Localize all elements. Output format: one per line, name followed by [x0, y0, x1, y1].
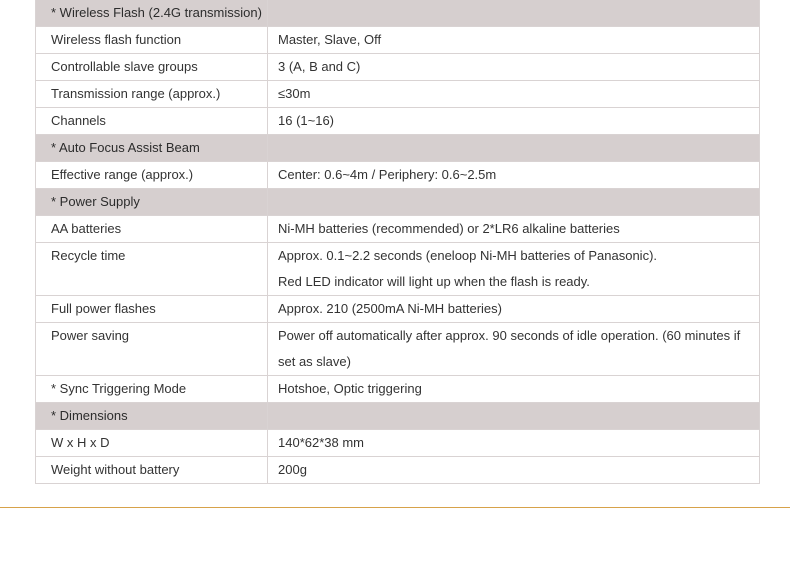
- spec-value-weight: 200g: [268, 457, 760, 484]
- recycle-time-line-2: Red LED indicator will light up when the flash is ready.: [278, 274, 590, 289]
- spec-value-wireless-function: Master, Slave, Off: [268, 27, 760, 54]
- spec-label-full-power-flashes: Full power flashes: [36, 296, 268, 323]
- power-saving-line-1: Power off automatically after approx. 90 seconds of idle operation. (60 minutes if: [278, 328, 741, 343]
- table-row: [36, 162, 760, 189]
- table-row: [36, 430, 760, 457]
- table-row: [36, 27, 760, 54]
- spec-value-slave-groups: 3 (A, B and C): [268, 54, 760, 81]
- power-saving-line-2: set as slave): [278, 354, 351, 369]
- table-row: [36, 457, 760, 484]
- specifications-table: [35, 0, 760, 484]
- spec-label-power-saving: Power saving: [36, 323, 268, 376]
- footer-divider: [0, 507, 790, 508]
- spec-label-sync-triggering-mode: * Sync Triggering Mode: [36, 376, 268, 403]
- section-row-power-supply: [36, 189, 760, 216]
- spec-value-channels: 16 (1~16): [268, 108, 760, 135]
- spec-value-effective-range: Center: 0.6~4m / Periphery: 0.6~2.5m: [268, 162, 760, 189]
- spec-label-whd: W x H x D: [36, 430, 268, 457]
- section-row-dimensions: [36, 403, 760, 430]
- spec-label-slave-groups: Controllable slave groups: [36, 54, 268, 81]
- recycle-time-line-1: Approx. 0.1~2.2 seconds (eneloop Ni-MH batteries of Panasonic).: [278, 248, 658, 263]
- spec-value-sync-triggering-mode: Hotshoe, Optic triggering: [268, 376, 760, 403]
- section-row-wireless-flash: [36, 0, 760, 27]
- spec-label-aa-batteries: AA batteries: [36, 216, 268, 243]
- table-row: [36, 243, 760, 296]
- table-row: [36, 323, 760, 376]
- spec-label-weight: Weight without battery: [36, 457, 268, 484]
- section-row-af-assist-beam: [36, 135, 760, 162]
- table-row: [36, 376, 760, 403]
- spec-value-transmission-range: ≤30m: [268, 81, 760, 108]
- table-row: [36, 216, 760, 243]
- spec-value-aa-batteries: Ni-MH batteries (recommended) or 2*LR6 alkaline batteries: [268, 216, 760, 243]
- section-title-dimensions: * Dimensions: [36, 403, 268, 430]
- spec-value-full-power-flashes: Approx. 210 (2500mA Ni-MH batteries): [268, 296, 760, 323]
- spec-value-recycle-time: [268, 243, 760, 296]
- table-row: [36, 54, 760, 81]
- spec-label-transmission-range: Transmission range (approx.): [36, 81, 268, 108]
- table-row: [36, 81, 760, 108]
- section-empty-cell: [268, 189, 760, 216]
- spec-label-channels: Channels: [36, 108, 268, 135]
- section-title-power-supply: * Power Supply: [36, 189, 268, 216]
- spec-label-effective-range: Effective range (approx.): [36, 162, 268, 189]
- spec-value-power-saving: [268, 323, 760, 376]
- spec-label-recycle-time: Recycle time: [36, 243, 268, 296]
- section-empty-cell: [268, 135, 760, 162]
- table-row: [36, 108, 760, 135]
- spec-value-whd: 140*62*38 mm: [268, 430, 760, 457]
- section-title-wireless-flash: * Wireless Flash (2.4G transmission): [36, 0, 268, 27]
- section-title-af-assist-beam: * Auto Focus Assist Beam: [36, 135, 268, 162]
- section-empty-cell: [268, 0, 760, 27]
- spec-label-wireless-function: Wireless flash function: [36, 27, 268, 54]
- table-row: [36, 296, 760, 323]
- section-empty-cell: [268, 403, 760, 430]
